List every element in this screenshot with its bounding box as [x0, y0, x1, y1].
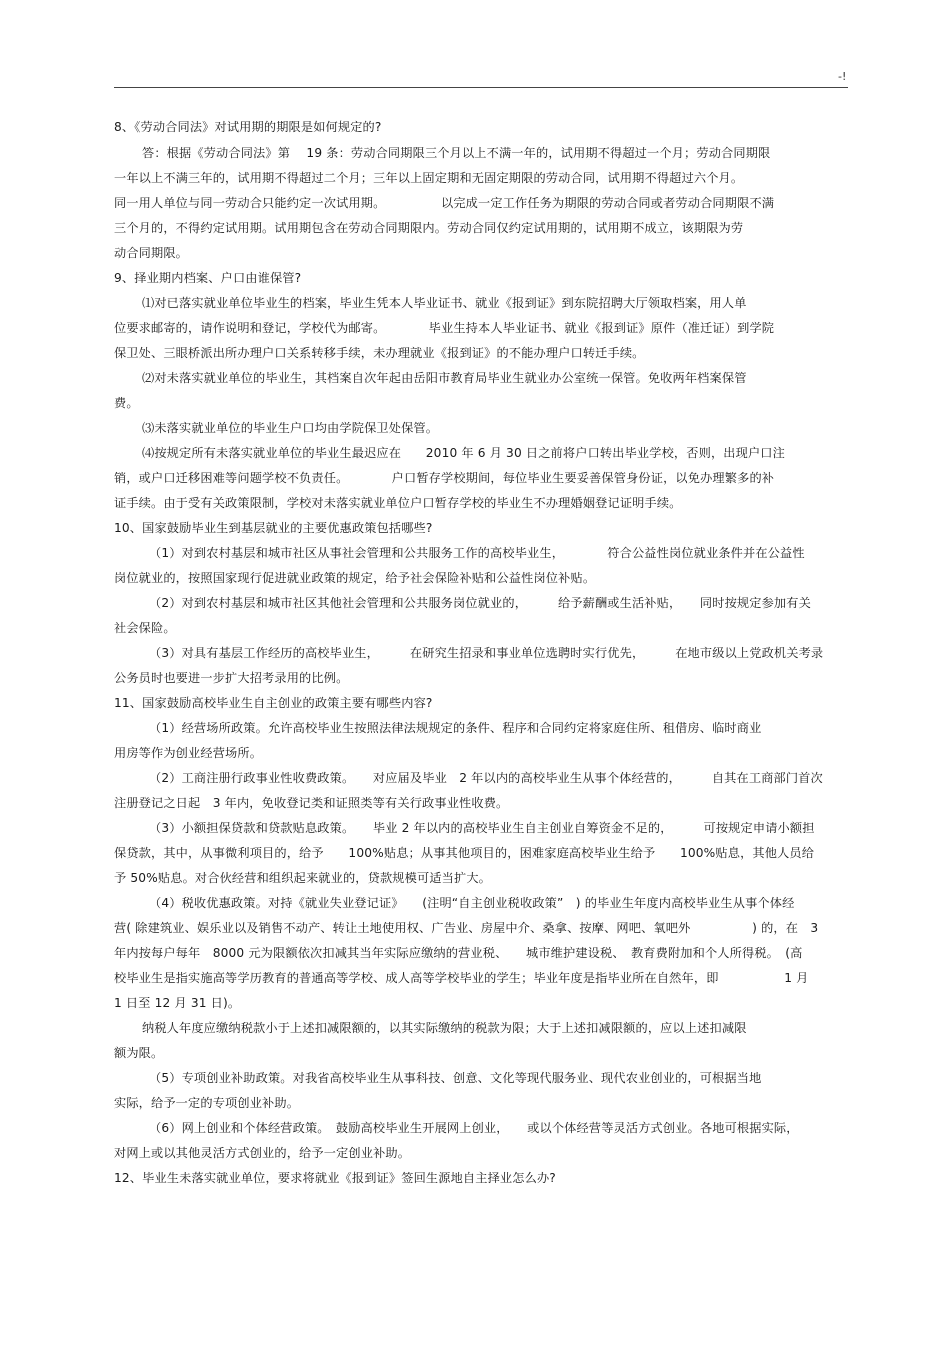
question-11-heading: 11、国家鼓励高校毕业生自主创业的政策主要有哪些内容?	[114, 696, 433, 710]
paragraph-line: 实际，给予一定的专项创业补助。	[114, 1096, 300, 1110]
paragraph-line: 位要求邮寄的，请作说明和登记，学校代为邮寄。 毕业生持本人毕业证书、就业《报到证》原件（准迁证）到学院	[114, 321, 775, 335]
paragraph-line: ⑷按规定所有未落实就业单位的毕业生最迟应在 2010 年 6 月 30 日之前将户口转出毕业学校，否则，出现户口注	[142, 446, 785, 460]
paragraph-line: 动合同期限。	[114, 246, 189, 260]
paragraph-line: 公务员时也要进一步扩大招考录用的比例。	[114, 671, 349, 685]
paragraph-line: 岗位就业的，按照国家现行促进就业政策的规定，给予社会保险补贴和公益性岗位补贴。	[114, 571, 596, 585]
paragraph-line: 校毕业生是指实施高等学历教育的普通高等学校、成人高等学校毕业的学生；毕业年度是指毕业所在自然年，即 1 月	[114, 971, 809, 985]
paragraph-line: 同一用人单位与同一劳动合只能约定一次试用期。 以完成一定工作任务为期限的劳动合同或者劳动合同期限不满	[114, 196, 775, 210]
paragraph-line: 费。	[114, 396, 139, 410]
paragraph-line: （1）经营场所政策。允许高校毕业生按照法律法规规定的条件、程序和合同约定将家庭住所、租借房、临时商业	[149, 721, 762, 735]
paragraph-line: 额为限。	[114, 1046, 164, 1060]
paragraph-line: 保卫处、三眼桥派出所办理户口关系转移手续，未办理就业《报到证》的不能办理户口转迁手续。	[114, 346, 645, 360]
paragraph-line: 销，或户口迁移困难等问题学校不负责任。 户口暂存学校期间，每位毕业生要妥善保管身份证，以免办理繁多的补	[114, 471, 775, 485]
paragraph-line: 注册登记之日起 3 年内，免收登记类和证照类等有关行政事业性收费。	[114, 796, 509, 810]
paragraph-line: 三个月的，不得约定试用期。试用期包含在劳动合同期限内。劳动合同仅约定试用期的，试用期不成立，该期限为劳	[114, 221, 744, 235]
paragraph-line: 年内按每户每年 8000 元为限额依次扣减其当年实际应缴纳的营业税、 城市维护建设税、 教育费附加和个人所得税。 (高	[114, 946, 803, 960]
paragraph-line: 1 日至 12 月 31 日)。	[114, 996, 241, 1010]
paragraph-line: 保贷款，其中，从事微利项目的，给予 100%贴息；从事其他项目的，困难家庭高校毕业生给予 100%贴息，其他人员给	[114, 846, 815, 860]
page-corner-mark: -!	[838, 70, 847, 83]
paragraph-line: 用房等作为创业经营场所。	[114, 746, 263, 760]
paragraph-line: 营( 除建筑业、娱乐业以及销售不动产、转让土地使用权、广告业、房屋中介、桑拿、按摩、网吧、氧吧外 ) 的，在 3	[114, 921, 819, 935]
question-10-heading: 10、国家鼓励毕业生到基层就业的主要优惠政策包括哪些?	[114, 521, 433, 535]
question-8-heading: 8、《劳动合同法》对试用期的期限是如何规定的?	[114, 120, 382, 134]
paragraph-line: （4）税收优惠政策。对持《就业失业登记证》 (注明“自主创业税收政策” ) 的毕业生年度内高校毕业生从事个体经	[149, 896, 795, 910]
paragraph-line: 社会保险。	[114, 621, 176, 635]
paragraph-line: （3）对具有基层工作经历的高校毕业生， 在研究生招录和事业单位选聘时实行优先， 在地市级以上党政机关考录	[149, 646, 824, 660]
paragraph-line: （6）网上创业和个体经营政策。 鼓励高校毕业生开展网上创业， 或以个体经营等灵活方式创业。各地可根据实际，	[149, 1121, 799, 1135]
paragraph-line: （3）小额担保贷款和贷款贴息政策。 毕业 2 年以内的高校毕业生自主创业自筹资金不足的， 可按规定申请小额担	[149, 821, 815, 835]
paragraph-line: 一年以上不满三年的，试用期不得超过二个月；三年以上固定期和无固定期限的劳动合同，试用期不得超过六个月。	[114, 171, 744, 185]
paragraph-line: ⑶未落实就业单位的毕业生户口均由学院保卫处保管。	[142, 421, 439, 435]
paragraph-line: （1）对到农村基层和城市社区从事社会管理和公共服务工作的高校毕业生， 符合公益性岗位就业条件并在公益性	[149, 546, 805, 560]
paragraph-line: （2）工商注册行政事业性收费政策。 对应届及毕业 2 年以内的高校毕业生从事个体经营的， 自其在工商部门首次	[149, 771, 823, 785]
paragraph-line: （2）对到农村基层和城市社区其他社会管理和公共服务岗位就业的， 给予薪酬或生活补贴， 同时按规定参加有关	[149, 596, 811, 610]
paragraph-line: ⑴对已落实就业单位毕业生的档案，毕业生凭本人毕业证书、就业《报到证》到东院招聘大厅领取档案，用人单	[142, 296, 747, 310]
paragraph-line: 纳税人年度应缴纳税款小于上述扣减限额的，以其实际缴纳的税款为限；大于上述扣减限额的，应以上述扣减限	[142, 1021, 747, 1035]
paragraph-line: 证手续。由于受有关政策限制，学校对未落实就业单位户口暂存学校的毕业生不办理婚姻登记证明手续。	[114, 496, 682, 510]
header-rule	[114, 87, 848, 88]
paragraph-line: （5）专项创业补助政策。对我省高校毕业生从事科技、创意、文化等现代服务业、现代农业创业的，可根据当地	[149, 1071, 762, 1085]
paragraph-line: 答：根据《劳动合同法》第 19 条：劳动合同期限三个月以上不满一年的，试用期不得超过一个月；劳动合同期限	[142, 146, 771, 160]
paragraph-line: 予 50%贴息。对合伙经营和组织起来就业的，贷款规模可适当扩大。	[114, 871, 492, 885]
question-9-heading: 9、择业期内档案、户口由谁保管?	[114, 271, 302, 285]
question-12-heading: 12、毕业生未落实就业单位，要求将就业《报到证》签回生源地自主择业怎么办?	[114, 1171, 556, 1185]
paragraph-line: 对网上或以其他灵活方式创业的，给予一定创业补助。	[114, 1146, 411, 1160]
paragraph-line: ⑵对未落实就业单位的毕业生，其档案自次年起由岳阳市教育局毕业生就业办公室统一保管。免收两年档案保管	[142, 371, 747, 385]
